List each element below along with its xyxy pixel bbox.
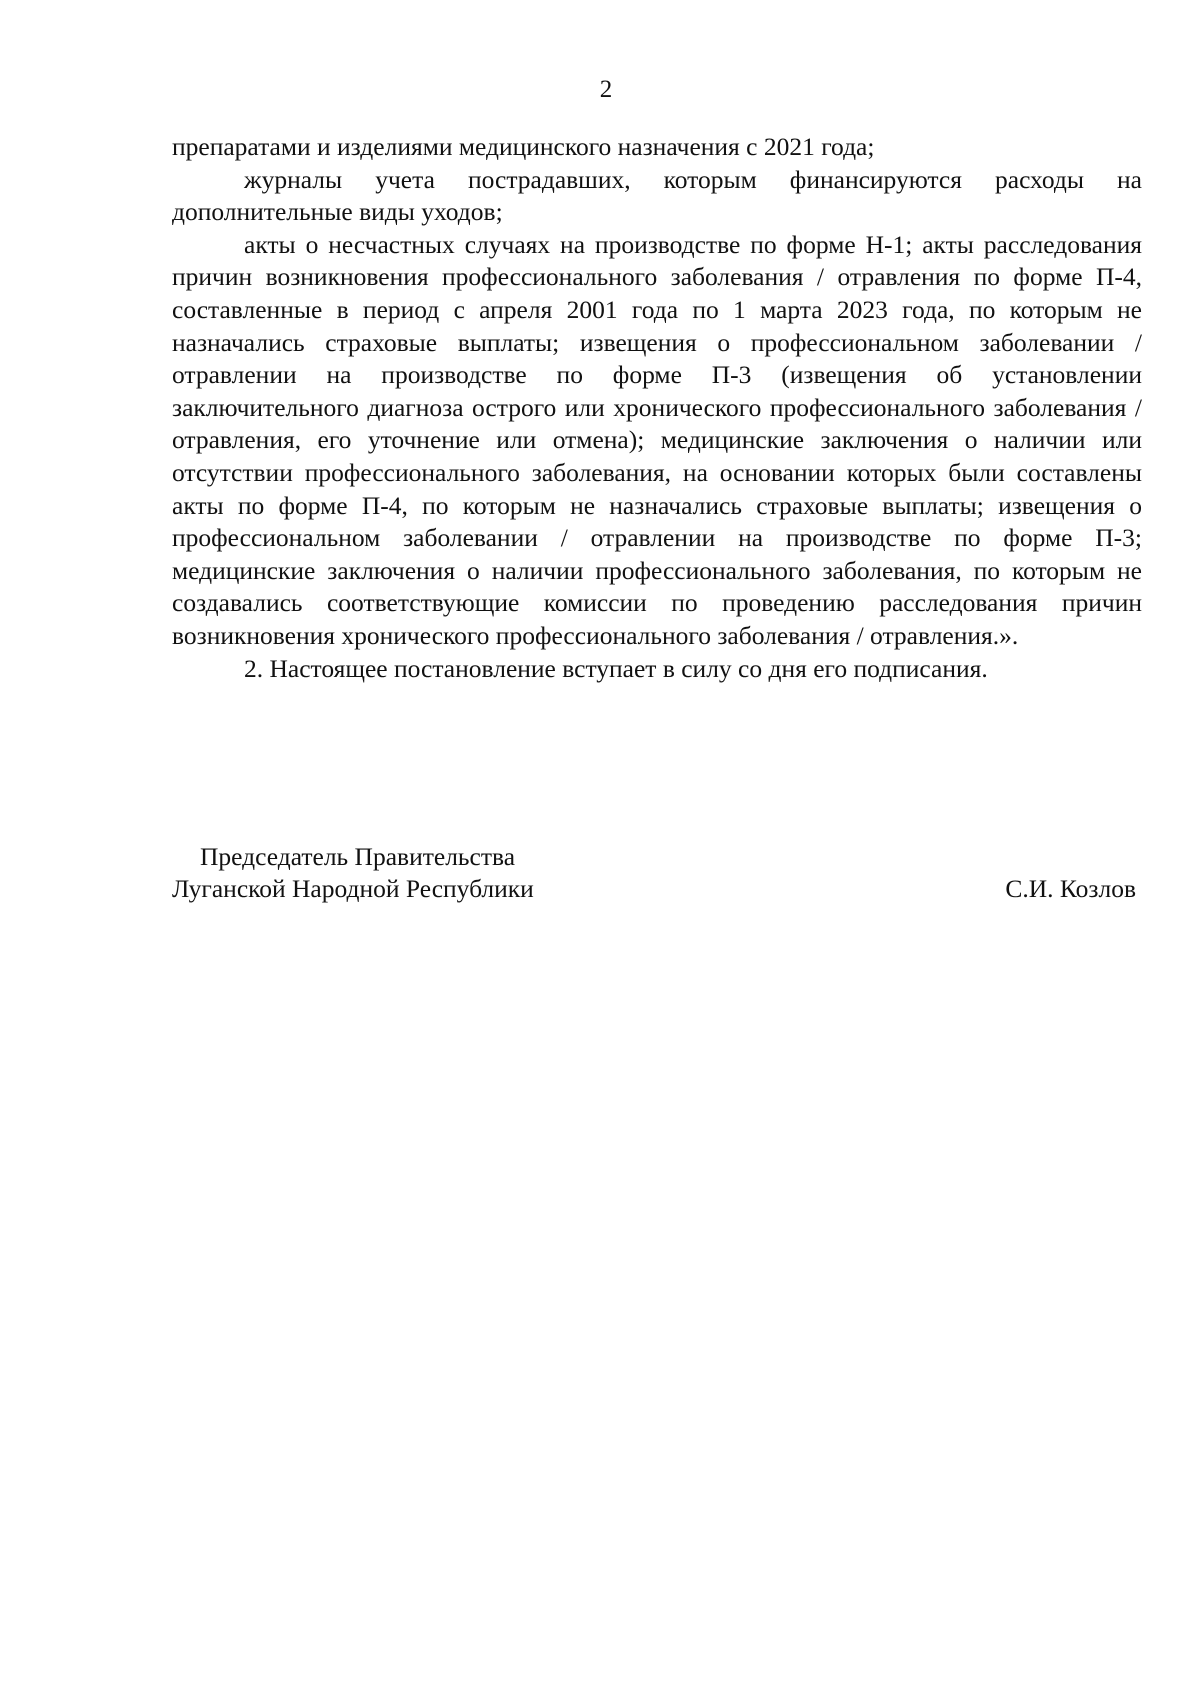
signatory-name: С.И. Козлов [1005, 874, 1136, 903]
document-body [172, 131, 1142, 685]
signatory-title-line2: Луганской Народной Республики [172, 874, 534, 903]
paragraph-journals: журналы учета пострадавших, которым финансируются расходы на дополнительные виды уходов; [172, 164, 1142, 227]
page-number: 2 [599, 76, 613, 103]
signatory-title-line1: Председатель Правительства [200, 842, 516, 871]
paragraph-effective-date: 2. Настоящее постановление вступает в силу со дня его подписания. [244, 653, 988, 683]
signature-block [172, 841, 1142, 905]
paragraph-continuation: препаратами и изделиями медицинского назначения с 2021 года; [172, 132, 875, 161]
signature-row [172, 873, 1142, 905]
paragraph-acts: акты о несчастных случаях на производстве по форме Н-1; акты расследования причин возникновения профессионального заболевания / отравления по форме П-4, составленные в период с апреля 2001 года по 1 марта 2023 года, по которым не назначались страховые выплаты; извещения о профессиональном заболевании / отравлении на производстве по форме П-3 (извещения об установлении заключительного диагноза острого или хронического профессионального заболевания / отравления, его уточнение или отмена); медицинские заключения о наличии или отсутствии профессионального заболевания, на основании которых были составлены акты по форме П-4, по которым не назначались страховые выплаты; извещения о профессиональном заболевании / отравлении на производстве по форме П-3; медицинские заключения о наличии профессионального заболевания, по которым не создавались соответствующие комиссии по проведению расследования причин возникновения хронического профессионального заболевания / отравления.». [172, 229, 1142, 650]
